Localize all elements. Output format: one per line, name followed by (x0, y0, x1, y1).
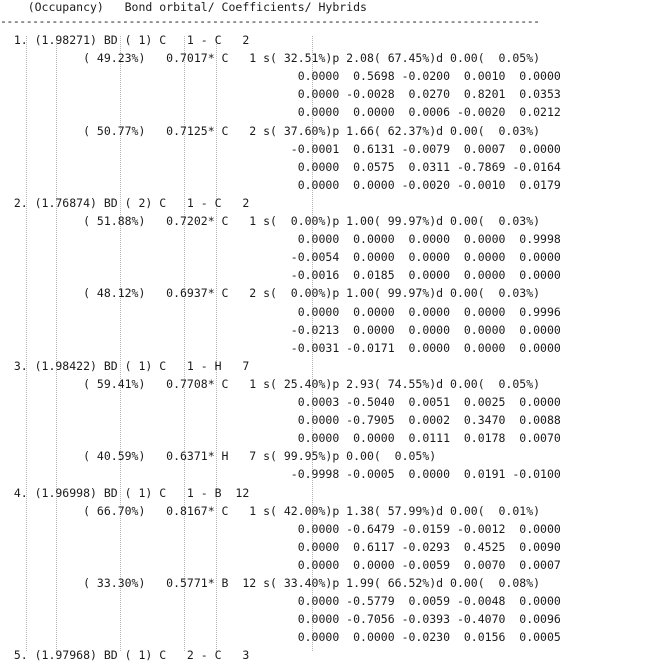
output-line: ( 33.30%) 0.5771* B 12 s( 33.40%)p 1.99( 66.52%)d 0.00( 0.08%) (0, 576, 541, 590)
output-line: 0.0000 0.0000 0.0000 0.0000 0.9998 (0, 232, 561, 247)
column-header: (Occupancy) Bond orbital/ Coefficients/ Hybrids (0, 0, 367, 14)
output-line: 0.0000 -0.6479 -0.0159 -0.0012 0.0000 (0, 521, 561, 536)
output-line: ( 40.59%) 0.6371* H 7 s( 99.95%)p 0.00( 0.05%) (0, 449, 437, 464)
output-line: -0.0054 0.0000 0.0000 0.0000 0.0000 (0, 250, 561, 265)
output-line: 0.0000 -0.5779 0.0059 -0.0048 0.0000 (0, 594, 561, 609)
output-line: ( 50.77%) 0.7125* C 2 s( 37.60%)p 1.66( 62.37%)d 0.00( 0.03%) (0, 123, 541, 138)
output-line: 0.0003 -0.5040 0.0051 0.0025 0.0000 (0, 395, 561, 409)
output-line: 3. (1.98422) BD ( 1) C 1 - H 7 (0, 358, 250, 373)
output-line: 0.0000 0.6117 -0.0293 0.4525 0.0090 (0, 539, 561, 554)
output-line: 0.0000 0.0000 0.0111 0.0178 0.0070 (0, 431, 561, 446)
output-line: 0.0000 0.0575 0.0311 -0.7869 -0.0164 (0, 159, 561, 174)
output-line: 1. (1.98271) BD ( 1) C 1 - C 2 (0, 33, 250, 47)
output-line: 0.0000 -0.0028 0.0270 0.8201 0.0353 (0, 87, 561, 102)
output-line: -0.0016 0.0185 0.0000 0.0000 0.0000 (0, 268, 561, 283)
output-line: 4. (1.96998) BD ( 1) C 1 - B 12 (0, 485, 250, 500)
output-line: 2. (1.76874) BD ( 2) C 1 - C 2 (0, 195, 250, 210)
output-line: 0.0000 0.0000 -0.0059 0.0070 0.0007 (0, 557, 561, 572)
output-line: 0.0000 0.0000 -0.0230 0.0156 0.0005 (0, 630, 561, 645)
output-line: -0.9998 -0.0005 0.0000 0.0191 -0.0100 (0, 467, 561, 482)
output-line: -0.0213 0.0000 0.0000 0.0000 0.0000 (0, 322, 561, 337)
output-line: 5. (1.97968) BD ( 1) C 2 - C 3 (0, 648, 250, 663)
output-line: ( 49.23%) 0.7017* C 1 s( 32.51%)p 2.08( 67.45%)d 0.00( 0.05%) (0, 51, 541, 66)
output-line: ( 51.88%) 0.7202* C 1 s( 0.00%)p 1.00( 99.97%)d 0.00( 0.03%) (0, 214, 541, 228)
output-line: ( 59.41%) 0.7708* C 1 s( 25.40%)p 2.93( 74.55%)d 0.00( 0.05%) (0, 376, 541, 391)
output-line: ( 66.70%) 0.8167* C 1 s( 42.00%)p 1.38( 57.99%)d 0.00( 0.01%) (0, 503, 541, 518)
output-line: 0.0000 0.0000 0.0000 0.0000 0.9996 (0, 304, 561, 319)
header-separator: ------------------------------------------------------------------------------------ (0, 14, 540, 28)
output-line: 0.0000 -0.7905 0.0002 0.3470 0.0088 (0, 413, 561, 428)
output-line: 0.0000 -0.7056 -0.0393 -0.4070 0.0096 (0, 612, 561, 627)
output-line: 0.0000 0.0000 0.0006 -0.0020 0.0212 (0, 105, 561, 120)
output-line: ( 48.12%) 0.6937* C 2 s( 0.00%)p 1.00( 99.97%)d 0.00( 0.03%) (0, 286, 541, 301)
output-line: -0.0031 -0.0171 0.0000 0.0000 0.0000 (0, 340, 561, 355)
output-line: 0.0000 0.5698 -0.0200 0.0010 0.0000 (0, 69, 561, 84)
output-line: 0.0000 0.0000 -0.0020 -0.0010 0.0179 (0, 177, 561, 192)
output-line: -0.0001 0.6131 -0.0079 0.0007 0.0000 (0, 141, 561, 156)
